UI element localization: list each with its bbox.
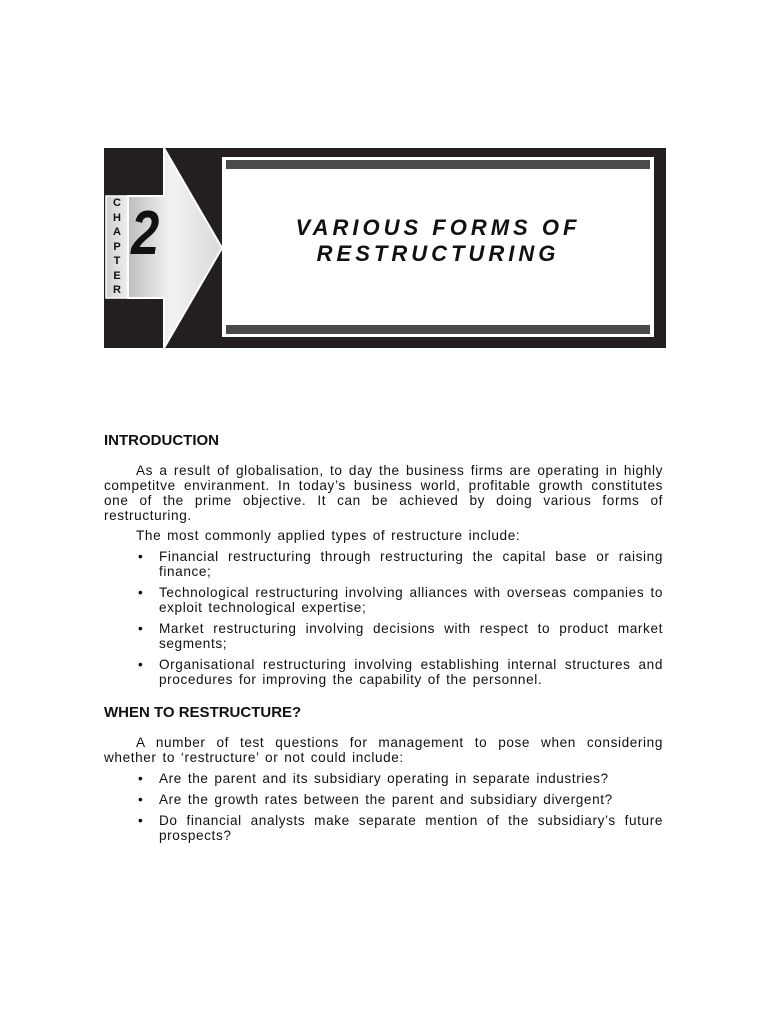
list-item — [136, 549, 663, 579]
bullet-icon: • — [138, 621, 144, 636]
paragraph: A number of test questions for management to pose when considering whether to ‘restructure’ or not could include: — [104, 735, 663, 765]
list-item-text: Market restructuring involving decisions with respect to product market segments; — [159, 621, 663, 651]
title-rule-bottom — [226, 325, 650, 334]
section-when-to-restructure — [104, 704, 663, 843]
list-item — [136, 771, 663, 786]
chapter-letter: R — [113, 284, 121, 296]
chapter-letter: P — [113, 240, 121, 253]
paragraph: As a result of globalisation, to day the business firms are operating in highly competitve enviranment. In today’s business world, profitable growth constitutes one of the prime objective. It can be achieved by doing various forms of restructuring. — [104, 463, 663, 523]
chapter-letter: H — [113, 211, 121, 224]
chapter-label — [107, 196, 127, 298]
chapter-letter: A — [113, 226, 121, 238]
section-introduction — [104, 432, 663, 687]
document-body — [104, 432, 663, 843]
list-item-text: Do financial analysts make separate mention of the subsidiary’s future prospects? — [159, 813, 663, 843]
paragraph: The most commonly applied types of restructure include: — [136, 528, 521, 543]
list-item — [136, 585, 663, 615]
chapter-title — [222, 215, 654, 267]
chapter-letter: C — [113, 197, 121, 209]
section-heading: WHEN TO RESTRUCTURE? — [104, 704, 302, 721]
list-item — [136, 813, 663, 843]
list-item-text: Technological restructuring involving alliances with overseas companies to exploit technological expertise; — [159, 585, 663, 615]
chapter-title-line: RESTRUCTURING — [316, 241, 560, 266]
title-rule-top — [226, 160, 650, 169]
list-item-text: Financial restructuring through restructuring the capital base or raising finance; — [159, 549, 663, 579]
chapter-number: 2 — [131, 199, 160, 268]
chapter-title-line: VARIOUS FORMS OF — [295, 215, 581, 240]
bullet-icon: • — [138, 771, 144, 786]
bullet-list — [104, 771, 663, 843]
list-item-text: Are the growth rates between the parent and subsidiary divergent? — [159, 792, 613, 807]
bullet-icon: • — [138, 813, 144, 828]
section-heading: INTRODUCTION — [104, 432, 219, 449]
chapter-title-panel — [222, 157, 654, 337]
bullet-icon: • — [138, 657, 144, 672]
bullet-icon: • — [138, 549, 144, 564]
bullet-list — [104, 549, 663, 687]
list-item-text: Organisational restructuring involving establishing internal structures and procedures for improving the capability of the personnel. — [159, 657, 663, 687]
bullet-icon: • — [138, 792, 144, 807]
list-item-text: Are the parent and its subsidiary operating in separate industries? — [159, 771, 609, 786]
list-item — [136, 621, 663, 651]
chapter-letter: E — [113, 269, 121, 282]
chapter-letter: T — [113, 255, 121, 267]
list-item — [136, 657, 663, 687]
bullet-icon: • — [138, 585, 144, 600]
list-item — [136, 792, 663, 807]
